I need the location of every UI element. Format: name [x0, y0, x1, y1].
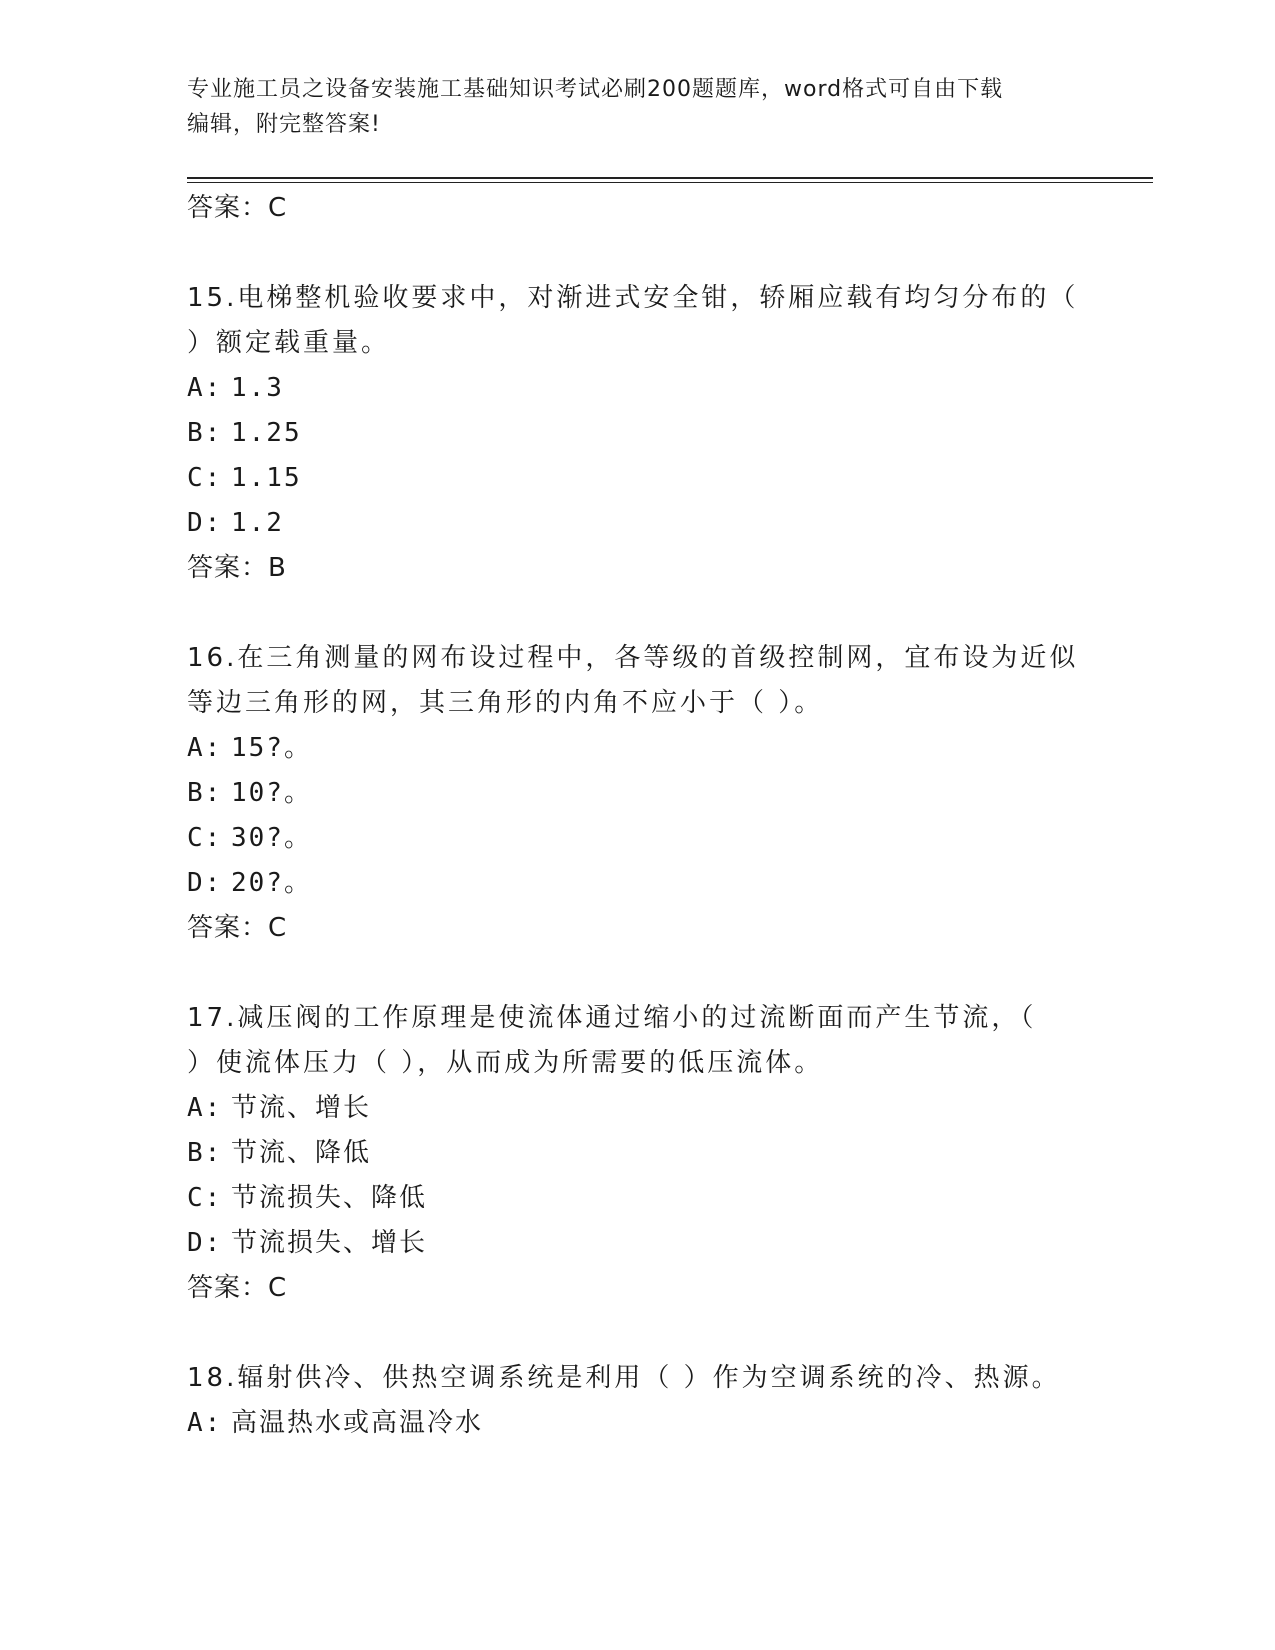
question-line: 15.电梯整机验收要求中，对渐进式安全钳，轿厢应载有均匀分布的（ — [187, 283, 1079, 313]
option-label: C: — [187, 1183, 223, 1213]
option-label: D: — [187, 1228, 223, 1258]
option-text: 10?。 — [231, 778, 312, 808]
question-text — [187, 1356, 1087, 1401]
option-label: B: — [187, 778, 223, 808]
question-line: 17.减压阀的工作原理是使流体通过缩小的过流断面而产生节流，（ — [187, 1003, 1037, 1033]
option-b — [187, 411, 1087, 456]
option-d — [187, 501, 1087, 546]
option-text: 节流损失、增长 — [231, 1228, 428, 1258]
option-a — [187, 1401, 1087, 1446]
option-label: C: — [187, 463, 223, 493]
question-line: 18.辐射供冷、供热空调系统是利用（ ）作为空调系统的冷、热源。 — [187, 1363, 1061, 1393]
option-text: 1.25 — [231, 418, 302, 448]
option-label: D: — [187, 868, 223, 898]
question-text — [187, 636, 1087, 726]
header-line-2: 编辑，附完整答案! — [187, 112, 381, 137]
question-block — [187, 276, 1087, 591]
question-line: ）额定载重量。 — [187, 328, 391, 358]
answer-line: 答案：C — [187, 1273, 288, 1303]
header-line-1: 专业施工员之设备安装施工基础知识考试必刷200题题库，word格式可自由下载 — [187, 77, 1004, 102]
option-text: 20?。 — [231, 868, 312, 898]
option-label: A: — [187, 1093, 223, 1123]
question-text — [187, 276, 1087, 366]
question-block — [187, 636, 1087, 951]
option-b — [187, 1131, 1087, 1176]
option-d — [187, 1221, 1087, 1266]
question-line: 等边三角形的网，其三角形的内角不应小于（ ）。 — [187, 688, 824, 718]
answer-line: 答案：C — [187, 913, 288, 943]
option-text: 节流损失、降低 — [231, 1183, 428, 1213]
option-label: B: — [187, 1138, 223, 1168]
question-text — [187, 996, 1087, 1086]
option-a — [187, 726, 1087, 771]
option-c — [187, 1176, 1087, 1221]
option-text: 15?。 — [231, 733, 312, 763]
option-label: B: — [187, 418, 223, 448]
option-c — [187, 816, 1087, 861]
option-text: 1.2 — [231, 508, 284, 538]
option-text: 1.15 — [231, 463, 302, 493]
option-text: 高温热水或高温冷水 — [231, 1408, 484, 1438]
document-header — [187, 72, 1067, 142]
question-line: ）使流体压力（ ），从而成为所需要的低压流体。 — [187, 1048, 824, 1078]
option-a — [187, 1086, 1087, 1131]
option-text: 1.3 — [231, 373, 284, 403]
option-a — [187, 366, 1087, 411]
option-text: 节流、降低 — [231, 1138, 372, 1168]
option-b — [187, 771, 1087, 816]
answer-line: 答案：B — [187, 553, 287, 583]
option-text: 30?。 — [231, 823, 312, 853]
question-list — [187, 186, 1087, 1446]
answer-line: 答案：C — [187, 193, 288, 223]
question-block — [187, 996, 1087, 1311]
option-d — [187, 861, 1087, 906]
header-divider-thin — [187, 182, 1153, 183]
option-label: A: — [187, 1408, 223, 1438]
option-label: A: — [187, 733, 223, 763]
option-label: A: — [187, 373, 223, 403]
option-c — [187, 456, 1087, 501]
option-label: D: — [187, 508, 223, 538]
option-label: C: — [187, 823, 223, 853]
question-line: 16.在三角测量的网布设过程中，各等级的首级控制网，宜布设为近似 — [187, 643, 1079, 673]
question-block — [187, 1356, 1087, 1446]
header-divider — [187, 177, 1153, 179]
option-text: 节流、增长 — [231, 1093, 372, 1123]
